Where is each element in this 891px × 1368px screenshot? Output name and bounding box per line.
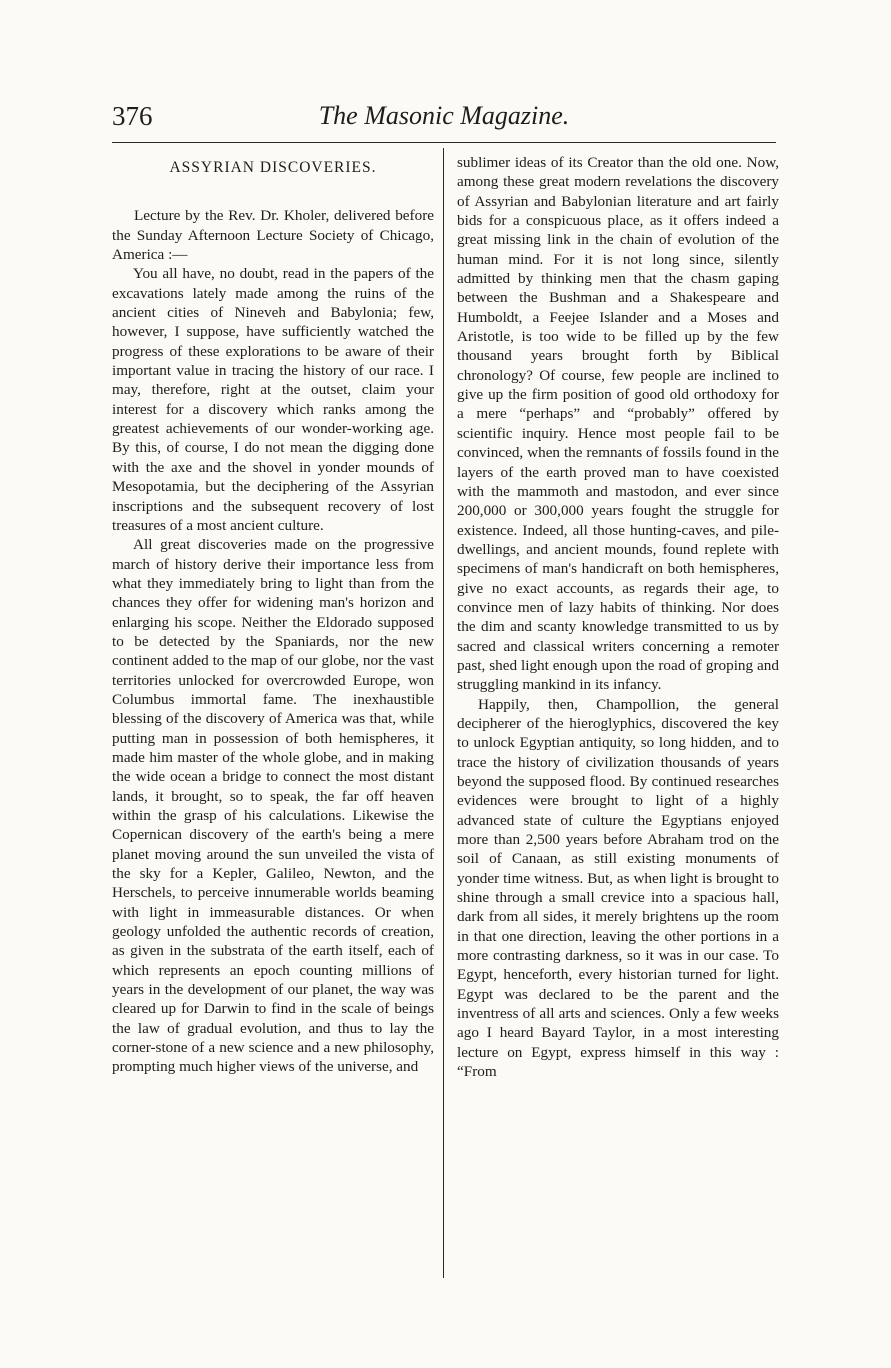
article-title: ASSYRIAN DISCOVERIES. bbox=[169, 159, 377, 176]
article-intro: Lecture by the Rev. Dr. Kholer, delivered before the Sunday Afternoon Lecture Society of Chicago, America :— bbox=[112, 207, 434, 264]
column-divider bbox=[443, 148, 444, 1278]
left-paragraph-1: You all have, no doubt, read in the papers of the excavations lately made among the ruins of the ancient cities of Nineveh and Babylonia; few, however, I suppose, have sufficiently watched the progress of these explorations to be aware of their important value in tracing the history of our race. I may, therefore, right at the outset, claim your interest for a discovery which ranks among the greatest achievements of our wonder-working age. By this, of course, I do not mean the digging done with the axe and the shovel in yonder mounds of Mesopotamia, but the deciphering of the Assyrian inscriptions and the subsequent recovery of lost treasures of a most ancient culture. bbox=[112, 265, 434, 534]
left-paragraph-2: All great discoveries made on the progressive march of history derive their importance less from what they immediately bring to light than from the chances they offer for widening man's horizon and enlarging his scope. Neither the Eldorado supposed to be detected by the Spaniards, nor the new continent added to the map of our globe, nor the vast territories unlocked for overcrowded Europe, won Columbus immortal fame. The inexhaustible blessing of the discovery of America was that, while putting man in possession of both hemispheres, it made him master of the whole globe, and in making the wide ocean a bridge to connect the most distant lands, it brought, so to speak, the far off heaven within the grasp of his calculations. Likewise the Copernican discovery of the earth's being a mere planet moving around the sun unveiled the vista of the sky for a Kepler, Galileo, Newton, and the Herschels, to perceive innumerable worlds beaming with light in immeasurable distances. Or when geology unfolded the authentic records of creation, as given in the substrata of the earth itself, each of which represents an epoch counting millions of years in the development of our planet, the way was cleared up for Darwin to find in the scale of beings the law of gradual evolution, and thus to lay the corner-stone of a new science and a new philosophy, prompting much higher views of the universe, and bbox=[112, 536, 434, 1076]
right-paragraph-1: sublimer ideas of its Creator than the old one. Now, among these great modern revelations the discovery of Assyrian and Babylonian literature and art fairly bids for a conspicuous place, as it offers indeed a great missing link in the chain of evolution of the human mind. For it is not long since, silently admitted by thinking men that the chasm gaping between the Bushman and a Shakespeare and Humboldt, a Feejee Islander and a Moses and Aristotle, is too wide to be filled up by the few thousand years brought forth by Biblical chronology? Of course, few people are inclined to give up the firm position of good old orthodoxy for a mere “perhaps” and “probably” offered by scientific inquiry. Hence most people fail to be convinced, when the remnants of fossils found in the layers of the earth proved man to have coexisted with the mammoth and mastodon, and ever since 200,000 or 300,000 years fought the struggle for existence. Indeed, all those hunting-caves, and pile-dwellings, and ancient mounds, found replete with specimens of man's handicraft on both hemispheres, give no exact accounts, as regards their age, to convince men of lazy habits of thinking. Nor does the dim and scanty knowledge transmitted to us by sacred and classical writers concerning a remoter past, shed light enough upon the road of groping and struggling mankind in its infancy. bbox=[457, 154, 779, 694]
running-title: The Masonic Magazine. bbox=[318, 101, 570, 130]
header-rule bbox=[112, 142, 776, 143]
right-column bbox=[457, 153, 779, 1082]
page-number: 376 bbox=[112, 101, 153, 131]
page-header bbox=[112, 96, 776, 136]
left-column bbox=[112, 153, 434, 1077]
right-paragraph-2: Happily, then, Champollion, the general decipherer of the hieroglyphics, discovered the key to unlock Egyptian antiquity, so long hidden, and to trace the history of civilization thousands of years beyond the supposed flood. By continued researches evidences were brought to light of a highly advanced state of culture the Egyptians enjoyed more than 2,500 years before Abraham trod on the soil of Canaan, as still existing monuments of yonder time witness. But, as when light is brought to shine through a small crevice into a spacious hall, dark from all sides, it merely brightens up the room in that one direction, leaving the other portions in a more contrasting darkness, so it was in our case. To Egypt, henceforth, every historian turned for light. Egypt was declared to be the parent and the inventress of all arts and sciences. Only a few weeks ago I heard Bayard Taylor, in a most interesting lecture on Egypt, express himself in this way : “From bbox=[457, 695, 779, 1081]
